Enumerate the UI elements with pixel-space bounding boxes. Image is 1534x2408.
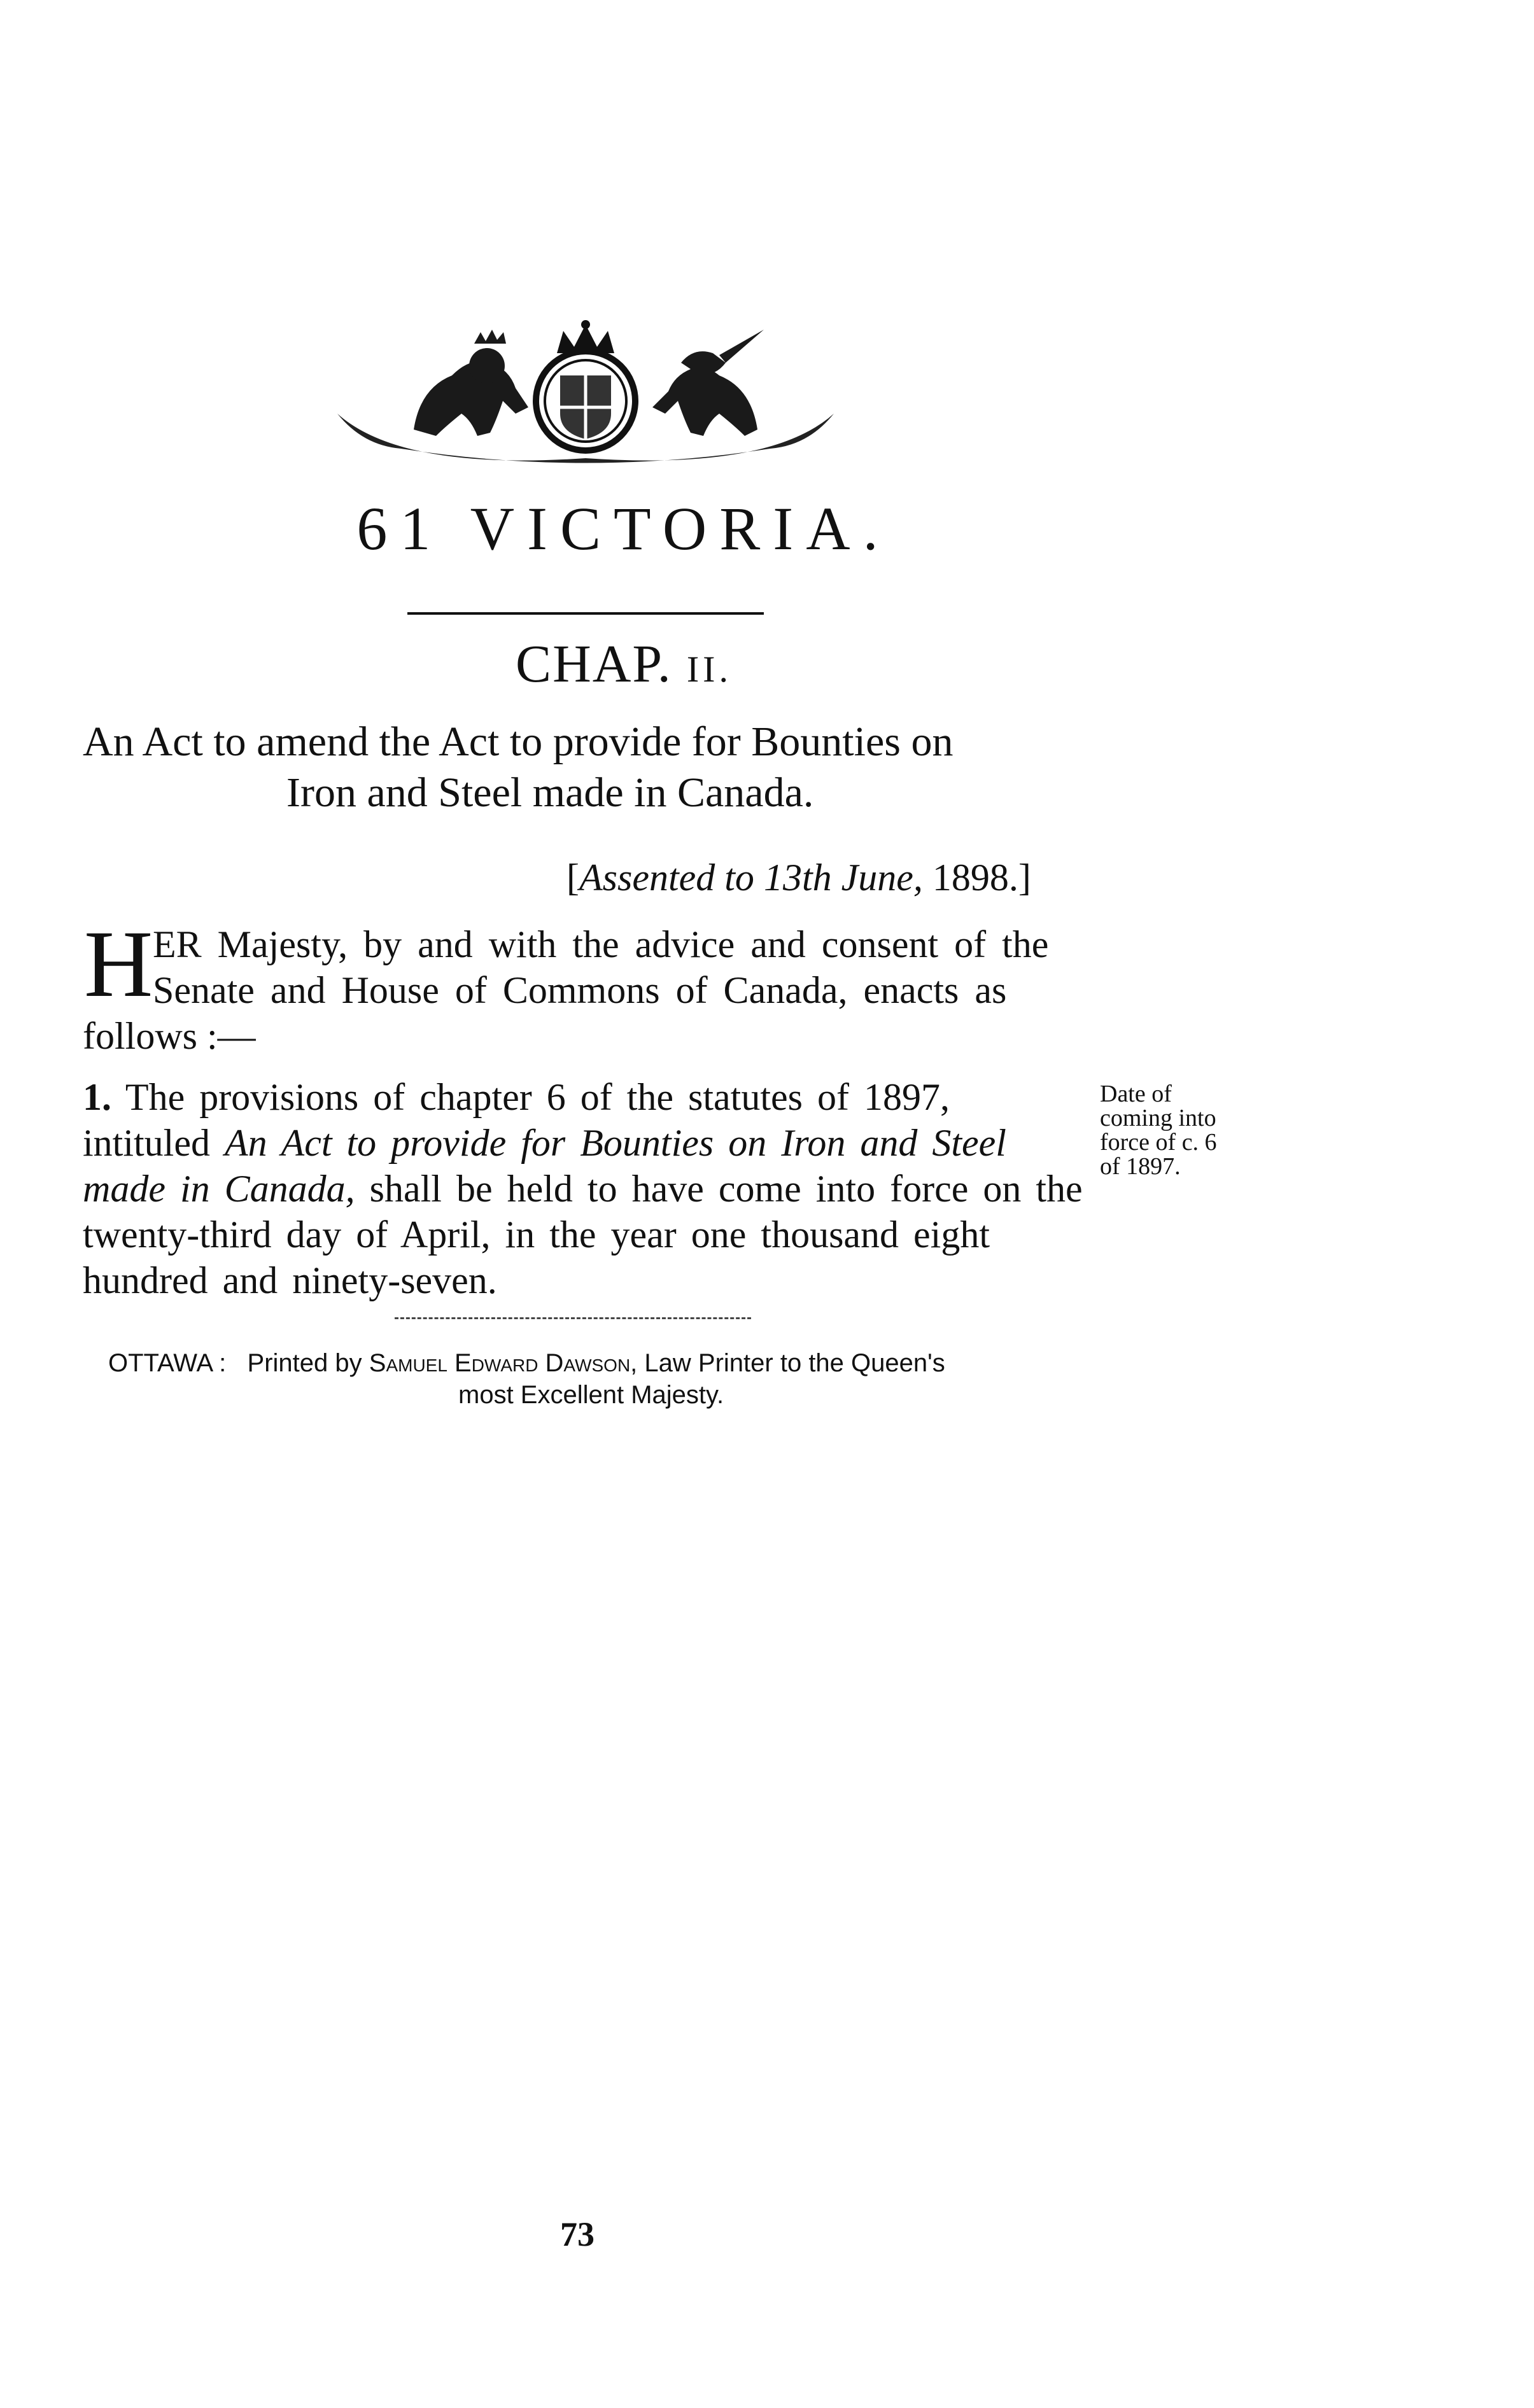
section-1-text-cont: shall be held to have come into force on the [355,1168,1083,1210]
assent-day: 13th [763,857,832,899]
preamble-line-3: follows :— [83,1015,256,1057]
closing-rule [395,1317,751,1319]
section-1-intituled: intituled [83,1122,225,1164]
preamble-dropcap: H [84,911,153,1017]
section-1-line-4: twenty-third day of April, in the year one thousand eight [83,1214,990,1256]
imprint-printer-title: Law Printer to the Queen's [644,1349,945,1377]
preamble-line-2: Senate and House of Commons of Canada, enacts as [153,969,1007,1011]
margin-note-line: coming into [1100,1105,1216,1131]
act-title-line-2: Iron and Steel made in Canada. [286,769,814,816]
preamble-line-1: ER Majesty, by and with the advice and consent of the [153,923,1049,965]
imprint-line-2: most Excellent Majesty. [458,1381,724,1409]
section-1-line-5: hundred and ninety-seven. [83,1259,497,1301]
section-1-line-1 [83,1075,950,1119]
margin-note-line: Date of [1100,1081,1172,1107]
chapter-prefix: CHAP. [516,634,672,694]
margin-note-line: of 1897. [1100,1153,1181,1180]
chapter-heading [0,633,1248,695]
section-1-act-name-end: made in Canada, [83,1168,355,1210]
act-title-line-1: An Act to amend the Act to provide for Bounties on [83,718,953,765]
margin-note [1100,1082,1253,1179]
assent-label: Assented to [579,857,754,899]
assent-month: June, [841,857,923,899]
assent-open-bracket: [ [566,857,579,899]
imprint-place: OTTAWA : [108,1349,227,1377]
assent-date [566,856,1031,900]
imprint-printer-name: Samuel Edward Dawson, [369,1349,638,1377]
assent-year: 1898. [932,857,1018,899]
section-1-act-name: An Act to provide for Bounties on Iron and Steel [224,1122,1006,1164]
section-number: 1. [83,1076,111,1118]
section-1-text: The provisions of chapter 6 of the statutes of 1897, [111,1076,950,1118]
heading-rule [407,612,764,615]
chapter-number: II. [686,648,732,690]
assent-close-bracket: ] [1018,857,1031,899]
reign-heading: 61 VICTORIA. [356,494,891,563]
section-1-line-3 [83,1167,1083,1211]
imprint-printed-by: Printed by [247,1349,362,1377]
imprint-line-1 [108,1349,945,1378]
section-1-line-2 [83,1121,1006,1165]
page-number: 73 [560,2215,595,2253]
margin-note-line: force of c. 6 [1100,1129,1217,1156]
royal-coat-of-arms-icon [325,318,847,471]
